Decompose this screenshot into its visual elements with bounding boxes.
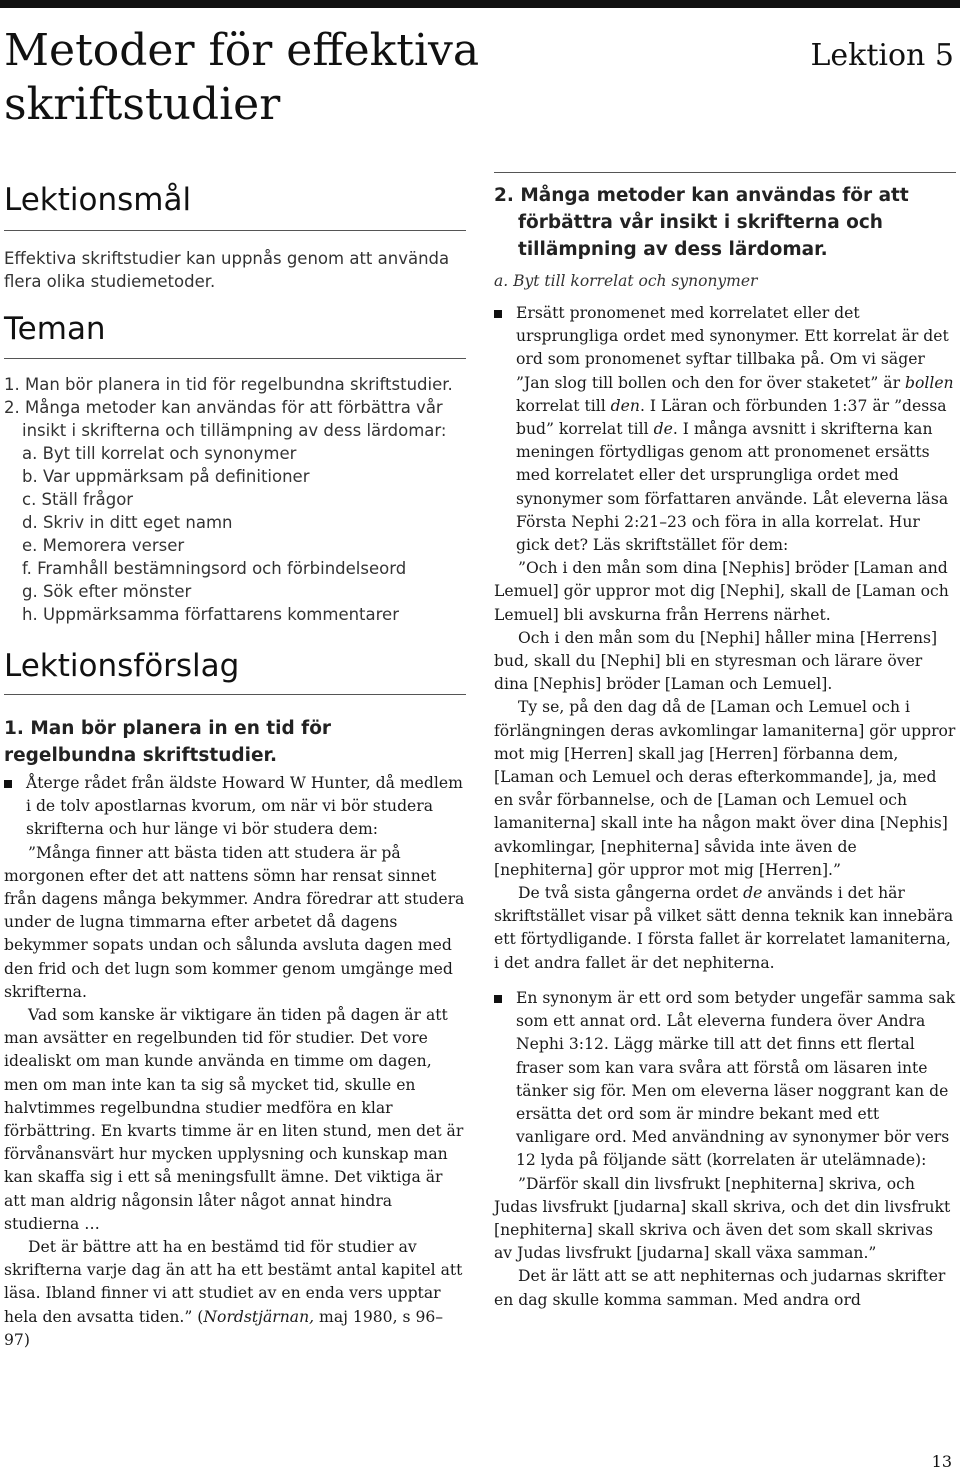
list-item: 1. Man bör planera in tid för regelbundna skriftstudier. [4, 375, 453, 394]
italic-word: bollen [904, 373, 954, 392]
bullet-text: Ersätt pronomenet med korrelatet eller det ursprungliga ordet med synonymer. Ett korrelat är det ord som pronomenet syftar tillbaka på. Om vi säger ”Jan slog till bollen och den for över staketet” är [516, 304, 949, 392]
lesson-label: Lektion 5 [810, 38, 954, 73]
source-title: Nordstjärnan, [203, 1307, 315, 1326]
italic-word: de [653, 420, 673, 439]
page-title: Metoder för effektiva skriftstudier [4, 25, 480, 130]
bullet-square-icon [494, 995, 502, 1003]
subheading-a: a. Byt till korrelat och synonymer [494, 272, 758, 290]
list-item: b. Var uppmärksam på definitioner [22, 467, 310, 486]
section-1-body [4, 772, 466, 1352]
italic-word: den [610, 396, 640, 415]
goals-heading: Lektionsmål [4, 182, 192, 218]
bullet-text: . I Läran och förbunden 1:37 är ”dessa bud” korrelat till [516, 396, 947, 439]
section-2-body [494, 302, 956, 1312]
list-item: f. Framhåll bestämningsord och förbindelseord [22, 559, 407, 578]
bullet-text: En synonym är ett ord som betyder ungefär samma sak som ett annat ord. Låt eleverna fundera över Andra Nephi 3:12. Lägg märke till att det finns ett flertal fraser som kan vara svåra att förstå om läsaren inte tänker sig för. Men om eleverna läser noggrant kan de ersätta det ord som är mindre bekant med ett vanligare ord. Med användning av synonymer bör vers 12 lyda på följande sätt (korrelaten är utelämnade): [516, 988, 956, 1170]
list-item: d. Skriv in ditt eget namn [22, 513, 233, 532]
quote-paragraph [4, 1236, 466, 1352]
bullet-text: korrelat till [516, 396, 611, 415]
body-paragraph: Det är lätt att se att nephiternas och judarnas skrifter en dag skulle komma samman. Med andra ord [494, 1267, 946, 1309]
themes-list [4, 373, 466, 626]
divider [4, 694, 466, 695]
bullet-paragraph [494, 302, 956, 557]
top-rule [0, 0, 960, 8]
bullet-text: . I många avsnitt i skrifterna kan meningen förtydligas genom att pronomenet ersätts med korrelatet eller det ursprungliga ordet med synonymer som författaren använde. Låt eleverna läsa Första Nephi 2:21–23 och föra in alla korrelat. Hur gick det? Läs skriftstället för dem: [516, 420, 949, 555]
list-item: e. Memorera verser [22, 536, 185, 555]
page-number: 13 [931, 1452, 952, 1471]
bullet-square-icon [494, 310, 502, 318]
list-item: h. Uppmärksamma författarens kommentarer [22, 605, 399, 624]
body-text: De två sista gångerna ordet [518, 884, 744, 903]
bullet-square-icon [4, 780, 12, 788]
body-paragraph [494, 882, 956, 975]
quote-text: Det är bättre att ha en bestämd tid för studier av skrifterna varje dag än att ha ett bestämt antal kapitel att läsa. Ibland finner vi att studiet av en enda vers upptar hela den avsatta tiden.” ( [4, 1238, 463, 1326]
bullet-paragraph [4, 772, 466, 842]
divider [494, 172, 956, 173]
divider [4, 358, 466, 359]
list-item: 2. Många metoder kan användas för att förbättra vår insikt i skrifterna och tillämpning av dess lärdomar: [4, 398, 447, 440]
source-citation: maj 1980, s 96–97) [4, 1307, 444, 1349]
section-1-heading: 1. Man bör planera in en tid för regelbundna skriftstudier. [4, 718, 332, 766]
list-item: c. Ställ frågor [22, 490, 134, 509]
suggestions-heading: Lektionsförslag [4, 648, 240, 684]
themes-heading: Teman [4, 311, 106, 347]
quote-paragraph: ”Därför skall din livsfrukt [nephiterna] skriva, och Judas livsfrukt [judarna] skall skriva, och det din livsfrukt [nephiterna] skall skriva och även det som skall skrivas av Judas livsfrukt [judarna] skall växa samman.” [494, 1174, 951, 1263]
section-2-heading: 2. Många metoder kan användas för att förbättra vår insikt i skrifterna och tillämpning av dess lärdomar. [494, 185, 909, 260]
list-item: a. Byt till korrelat och synonymer [22, 444, 297, 463]
body-text: används i det här skriftstället visar på vilket sätt denna teknik kan innebära ett förtydligande. I första fallet är korrelatet lamaniterna, i det andra fallet är det nephiterna. [494, 884, 954, 972]
italic-word: de [743, 884, 763, 903]
goals-text: Effektiva skriftstudier kan uppnås genom att använda flera olika studiemetoder. [4, 249, 450, 291]
bullet-paragraph [494, 987, 956, 1173]
bullet-text: Återge rådet från äldste Howard W Hunter, då medlem i de tolv apostlarnas kvorum, om när vi bör studera skrifterna och hur länge vi bör studera dem: [26, 774, 463, 839]
quote-paragraph: Vad som kanske är viktigare än tiden på dagen är att man avsätter en regelbunden tid för studier. Det vore idealiskt om man kunde använda en timme om dagen, men om man inte kan ta sig så mycket tid, skulle en halvtimmes regelbundna studier medföra en klar förbättring. En kvarts timme är en liten stund, men det är förvånansvärt hur mycken upplysning och kunskap man kan skaffa sig i ett så meningsfullt ämne. Det viktiga är att man aldrig någonsin låter något annat hindra studierna … [4, 1006, 464, 1233]
quote-paragraph: ”Och i den mån som dina [Nephis] bröder [Laman and Lemuel] gör uppror mot dig [Nephi], skall de [Laman och Lemuel] bli avskurna från Herrens närhet. [494, 559, 949, 624]
quote-paragraph: Ty se, på den dag då de [Laman och Lemuel och i förlängningen deras avkomlingar lamaniterna] gör uppror mot mig [Herren] skall jag [Herren] förbanna dem, [Laman och Lemuel och deras efterkommande], ja, med en svår förbannelse, och de [Laman och Lemuel och lamaniterna] skall inte ha någon makt över dina [Nephis] avkomlingar, [nephiterna] såvida inte även de [nephiterna] gör uppror mot mig [Herren].” [494, 698, 956, 879]
quote-paragraph: Och i den mån som du [Nephi] håller mina [Herrens] bud, skall du [Nephi] bli en styresman och lärare över dina [Nephis] bröder [Laman och Lemuel]. [494, 628, 938, 694]
divider [4, 230, 466, 231]
list-item: g. Sök efter mönster [22, 582, 192, 601]
quote-paragraph: ”Många finner att bästa tiden att studera är på morgonen efter det att nattens sömn har rensat sinnet från dagens många bekymmer. Andra föredrar att studera under de lugna timmarna efter arbetet då dagens bekymmer sopats undan och sålunda avsluta dagen med den frid och det lugn som kommer genom umgänge med skrifterna. [4, 843, 465, 1001]
